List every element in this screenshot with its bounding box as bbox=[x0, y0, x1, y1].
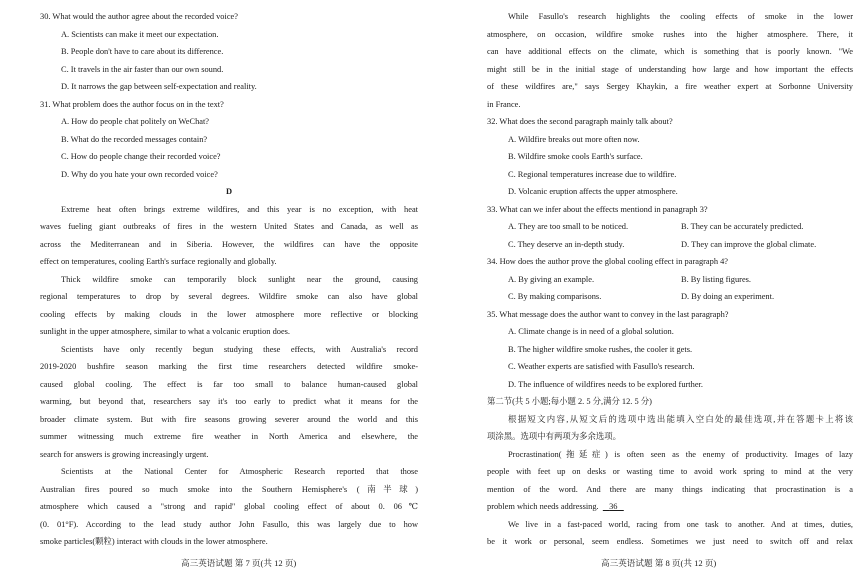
question-35-stem: 35. What message does the author want to convey in the last paragraph? bbox=[487, 309, 729, 319]
question-33-options-ab bbox=[487, 218, 853, 236]
passage-line: across the Mediterranean and in Siberia. However, the wildfires can have the opposite bbox=[40, 239, 418, 249]
passage-line: can have additional effects on the climate, which is something that is poorly known. "We bbox=[487, 47, 853, 56]
question-31-option-c: C. How do people change their recorded voice? bbox=[61, 152, 221, 161]
passage-line-with-blank bbox=[487, 498, 853, 516]
passage-line: effect on temperatures, cooling Earth's surface regionally and globally. bbox=[40, 257, 277, 266]
question-34-option-b: B. By listing figures. bbox=[681, 274, 752, 284]
left-page-footer: 高三英语试题 第 7 页(共 12 页) bbox=[181, 558, 297, 568]
question-32-option-d: D. Volcanic eruption affects the upper atmosphere. bbox=[508, 187, 678, 196]
question-30-option-a: A. Scientists can make it meet our expectation. bbox=[61, 29, 219, 39]
blank-number: 36 bbox=[609, 502, 618, 511]
passage-line: atmosphere which caused a "strong and rapid" global cooling effect of about 0. 06℃ bbox=[40, 502, 418, 511]
passage-line: regional temperatures to drop by several degrees. Wildfire smoke can also have global bbox=[40, 292, 418, 301]
question-31-option-b: B. What do the recorded messages contain? bbox=[61, 134, 208, 144]
passage-line: broader climate system. But with fire seasons growing severer around the world and this bbox=[40, 414, 418, 424]
passage-line: Australian fires poured so much smoke into the Southern Hemisphere's (南半球) bbox=[40, 484, 418, 494]
passage-line: smoke particles(颗粒) interact with clouds in the lower atmosphere. bbox=[40, 537, 268, 546]
section-2-title: 第二节(共 5 小题;每小题 2. 5 分,满分 12. 5 分) bbox=[487, 397, 652, 406]
question-35-option-c: C. Weather experts are satisfied with Fasullo's research. bbox=[508, 362, 695, 371]
instruction-line: 根据短文内容,从短文后的选项中选出能填入空白处的最佳选项,并在答题卡上将该 bbox=[508, 414, 853, 424]
passage-line: sunlight in the upper atmosphere, similar to what a volcanic eruption does. bbox=[40, 327, 291, 336]
passage-line: (0. 01°F). According to the lead study author John Fasullo, this was largely due to how bbox=[40, 519, 418, 529]
question-33-option-b: B. They can be accurately predicted. bbox=[681, 222, 804, 231]
passage-line: in France. bbox=[487, 99, 521, 109]
passage-line: atmosphere, on occasion, wildfire smoke rushes into the higher atmosphere. There, it bbox=[487, 29, 853, 39]
passage-line: might still be in the initial stage of understanding how large and how important the effects bbox=[487, 64, 853, 74]
right-page bbox=[487, 8, 853, 551]
passage-line: Scientists at the National Center for Atmospheric Research reported that those bbox=[61, 467, 418, 476]
passage-line: be it work or personal, seem endless. Sometimes we just need to switch off and relax bbox=[487, 537, 853, 546]
passage-line: caused global cooling. The effect is far too small to balance human-caused global bbox=[40, 379, 418, 389]
question-35-option-a: A. Climate change is in need of a global solution. bbox=[508, 327, 674, 336]
passage-line: warming, but beyond that, researchers say it's too early to predict what it means for the bbox=[40, 397, 418, 406]
question-32-option-a: A. Wildfire breaks out more often now. bbox=[508, 134, 640, 144]
blank-36 bbox=[603, 502, 624, 511]
section-heading-d: D bbox=[225, 187, 233, 196]
question-34-option-a: A. By giving an example. bbox=[508, 274, 595, 284]
question-30-option-d: D. It narrows the gap between self-expectation and reality. bbox=[61, 82, 257, 91]
passage-line: Scientists have only recently begun studying these effects, with Australia's record bbox=[61, 344, 418, 354]
question-31-stem: 31. What problem does the author focus on in the text? bbox=[40, 99, 224, 109]
question-34-options-ab bbox=[487, 271, 853, 289]
instruction-line: 项涂黑。选项中有两项为多余选项。 bbox=[487, 432, 621, 441]
passage-line: of these wildfires are," says Sergey Khaykin, a fire weather expert at Sorbonne University bbox=[487, 82, 853, 91]
passage-line: people with feet up on desks or wasting time to avoid work spring to mind at the very bbox=[487, 467, 853, 476]
passage-line: While Fasullo's research highlights the cooling effects of smoke in the lower bbox=[508, 12, 853, 21]
question-34-stem: 34. How does the author prove the global cooling effect in paragraph 4? bbox=[487, 257, 729, 266]
passage-line: search for answers is growing increasingly urgent. bbox=[40, 449, 209, 459]
question-31-option-d: D. Why do you hate your own recorded voice? bbox=[61, 169, 218, 179]
question-30-option-b: B. People don't have to care about its difference. bbox=[61, 47, 224, 56]
question-35-option-b: B. The higher wildfire smoke rushes, the cooler it gets. bbox=[508, 344, 693, 354]
question-34-option-d: D. By doing an experiment. bbox=[681, 292, 775, 301]
passage-line: Thick wildfire smoke can temporarily block sunlight near the ground, causing bbox=[61, 274, 418, 284]
passage-line: waves fueling giant outbreaks of fires in the western United States and Canada, as well as bbox=[40, 222, 418, 231]
question-33-stem: 33. What can we infer about the effects mentiond in panagraph 3? bbox=[487, 204, 708, 214]
question-30-option-c: C. It travels in the air faster than our own sound. bbox=[61, 64, 224, 74]
passage-line: Extreme heat often brings extreme wildfires, and this year is no exception, with heat bbox=[61, 204, 418, 214]
passage-line: 2019-2020 bushfire season marking the first time researchers detected wildfire smoke- bbox=[40, 362, 418, 371]
passage-line: cooling effects by making clouds in the lower atmosphere more reflective or blocking bbox=[40, 309, 418, 319]
question-35-option-d: D. The influence of wildfires needs to be explored further. bbox=[508, 379, 703, 389]
passage-line: Procrastination(拖延症) is often seen as the enemy of productivity. Images of lazy bbox=[508, 449, 853, 459]
question-32-stem: 32. What does the second paragraph mainly talk about? bbox=[487, 117, 673, 126]
question-32-option-c: C. Regional temperatures increase due to wildfire. bbox=[508, 169, 677, 179]
question-33-option-c: C. They deserve an in-depth study. bbox=[508, 239, 625, 249]
passage-line: We live in a fast-paced world, racing from one task to another. And at times, duties, bbox=[508, 519, 853, 529]
right-page-footer: 高三英语试题 第 8 页(共 12 页) bbox=[601, 558, 717, 568]
question-31-option-a: A. How do people chat politely on WeChat? bbox=[61, 117, 210, 126]
question-32-option-b: B. Wildfire smoke cools Earth's surface. bbox=[508, 152, 643, 161]
passage-line: summer witnessing much extreme fire weather in North America and elsewhere, the bbox=[40, 432, 418, 441]
question-33-options-cd bbox=[487, 236, 853, 254]
question-33-option-a: A. They are too small to be noticed. bbox=[508, 222, 629, 231]
question-34-options-cd bbox=[487, 288, 853, 306]
left-page bbox=[40, 8, 418, 551]
passage-line: problem which needs addressing. bbox=[487, 502, 599, 511]
question-33-option-d: D. They can improve the global climate. bbox=[681, 239, 817, 249]
question-34-option-c: C. By making comparisons. bbox=[508, 292, 602, 301]
passage-line: mention of the word. And there are many things indicating that procrastination is a bbox=[487, 484, 853, 494]
question-30-stem: 30. What would the author agree about the recorded voice? bbox=[40, 12, 238, 21]
